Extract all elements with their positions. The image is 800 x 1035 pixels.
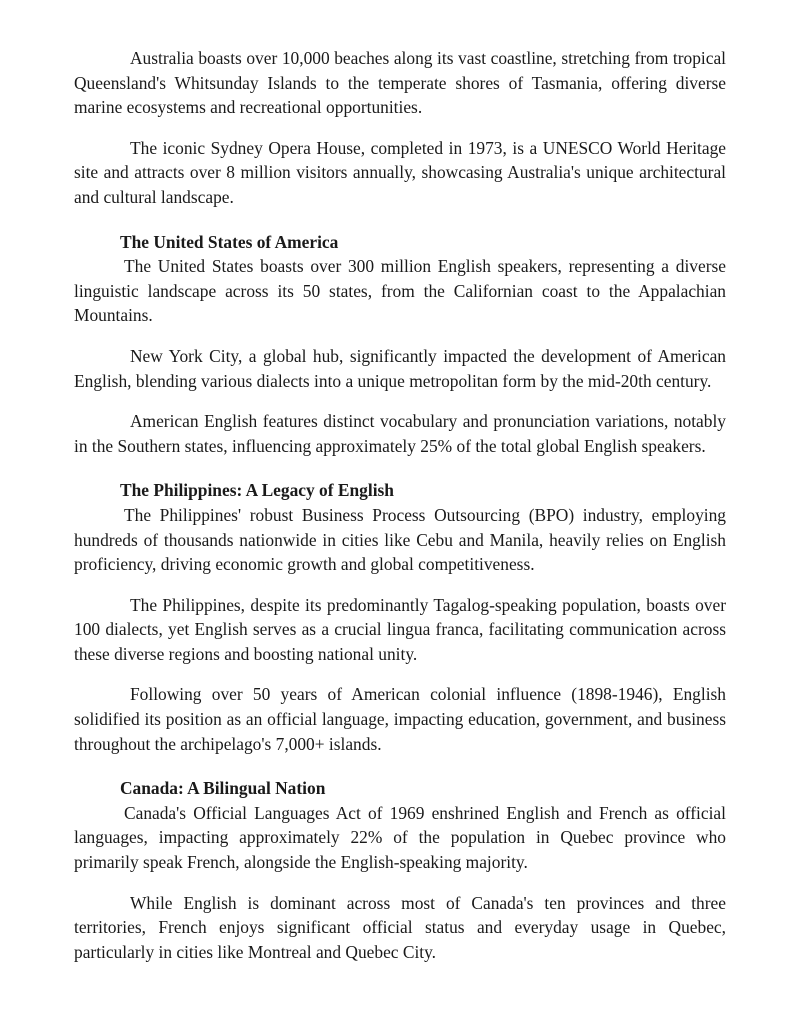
heading-philippines: The Philippines: A Legacy of English bbox=[120, 480, 394, 501]
paragraph-philippines-colonial: Following over 50 years of American colonial influence (1898-1946), English solidified its position as an official language, impacting education, government, and business throughout the archipelago's 7,000+ islands. bbox=[74, 684, 726, 754]
paragraph-american-english: American English features distinct vocabulary and pronunciation variations, notably in the Southern states, influencing approximately 25% of the total global English speakers. bbox=[74, 411, 726, 456]
paragraph-sydney-opera-house: The iconic Sydney Opera House, completed in 1973, is a UNESCO World Heritage site and attracts over 8 million visitors annually, showcasing Australia's unique architectural and cultural landscape. bbox=[74, 137, 726, 207]
paragraph-new-york: New York City, a global hub, significantly impacted the development of American English, blending various dialects into a unique metropolitan form by the mid-20th century. bbox=[74, 345, 726, 391]
heading-canada: Canada: A Bilingual Nation bbox=[120, 778, 326, 799]
paragraph-australia-beaches: Australia boasts over 10,000 beaches along its vast coastline, stretching from tropical Queensland's Whitsunday Islands to the temperate shores of Tasmania, offering diverse marine ecosystems and recreational opportunities. bbox=[74, 48, 726, 118]
paragraph-canada-french: While English is dominant across most of Canada's ten provinces and three territories, French enjoys significant official status and everyday usage in Quebec, particularly in cities like Montreal and Quebec City. bbox=[74, 892, 726, 962]
paragraph-philippines-dialects: The Philippines, despite its predominantly Tagalog-speaking population, boasts over 100 dialects, yet English serves as a crucial lingua franca, facilitating communication across these diverse regions and boosting national unity. bbox=[74, 594, 726, 664]
paragraph-canada-languages-act: Canada's Official Languages Act of 1969 enshrined English and French as official languages, impacting approximately 22% of the population in Quebec province who primarily speak French, alongside the English-speaking majority. bbox=[74, 802, 726, 873]
paragraph-us-speakers: The United States boasts over 300 million English speakers, representing a diverse linguistic landscape across its 50 states, from the Californian coast to the Appalachian Mountains. bbox=[74, 256, 726, 326]
document-page bbox=[74, 46, 726, 964]
heading-united-states: The United States of America bbox=[120, 231, 339, 252]
paragraph-philippines-bpo: The Philippines' robust Business Process Outsourcing (BPO) industry, employing hundreds of thousands nationwide in cities like Cebu and Manila, heavily relies on English proficiency, driving economic growth and global competitiveness. bbox=[74, 504, 726, 575]
